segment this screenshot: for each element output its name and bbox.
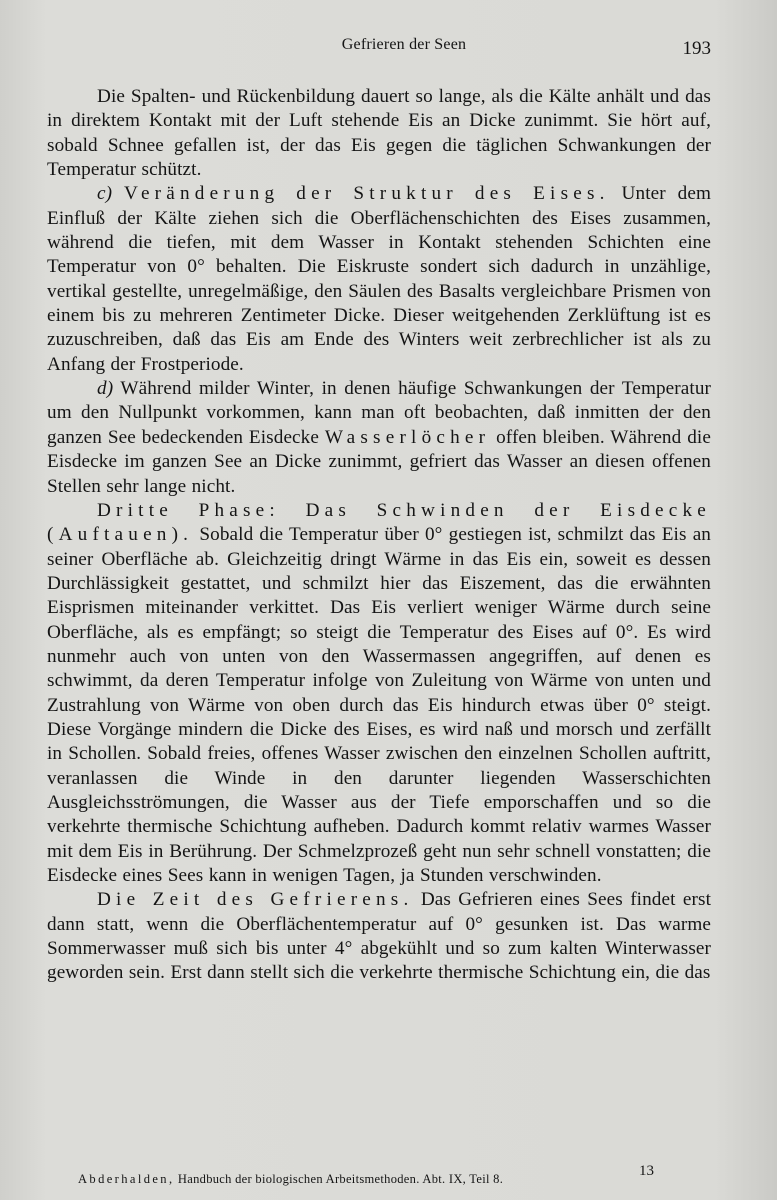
section-heading-freezing-time: Die Zeit des Gefrierens. xyxy=(97,889,414,911)
item-marker-d: d) xyxy=(97,378,114,400)
page-number: 193 xyxy=(682,38,711,59)
footer-author: Abderhalden, xyxy=(78,1172,175,1186)
item-marker-c: c) xyxy=(97,183,113,205)
footer-book-title: Handbuch der biologischen Arbeitsmethoden. Abt. IX, Teil 8. xyxy=(177,1172,504,1186)
paragraph-thawing xyxy=(47,499,711,889)
page-header xyxy=(47,36,711,60)
paragraph-text: Sobald die Temperatur über 0° gestiegen ist, schmilzt das Eis an seiner Oberfläche ab. Gleichzeitig dringt Wärme in das Eis ein, soweit es dessen Durchlässigkeit gestattet, und schmilzt hier das Eiszement, das die erwähnten Eisprismen miteinander verkittet. Das Eis verliert weniger Wärme durch seine Oberfläche, als es empfängt; so steigt die Temperatur des Eises auf 0°. Es wird nunmehr auch von unten von den Wassermassen angegriffen, auf denen es schwimmt, da deren Temperatur infolge von Zuleitung von Wärme von unten und Zustrahlung von Wärme von oben durch das Eis hindurch etwas über 0° steigt. Diese Vorgänge mindern die Dicke des Eises, es wird naß und morsch und zerfällt in Schollen. Sobald freies, offenes Wasser zwischen den einzelnen Schollen auftritt, veranlassen die Winde in den darunter liegenden Wasserschichten Ausgleichsströmungen, die Wasser aus der Tiefe emporschaffen und so die verkehrte thermische Schichtung aufheben. Dadurch kommt relativ warmes Wasser mit dem Eis in Berührung. Der Schmelzprozeß geht nun sehr schnell vonstatten; die Eisdecke eines Sees kann in wenigen Tagen, ja Stunden verschwinden. xyxy=(47,524,712,886)
spaced-term-wasserloecher: Wasserlöcher xyxy=(324,426,491,448)
paragraph-ice-structure xyxy=(47,182,711,377)
running-title: Gefrieren der Seen xyxy=(341,36,467,53)
body-text xyxy=(47,85,711,986)
paragraph-text: Unter dem Einfluß der Kälte ziehen sich die Oberflächenschichten des Eises zusammen, während die tiefen, mit dem Wasser in Kontakt stehenden Schichten eine Temperatur von 0° behalten. Die Eiskruste sondert sich dadurch in unzählige, vertikal gestellte, unregelmäßige, den Säulen des Basalts vergleichbare Prismen von einem bis zu mehreren Zentimeter Dicke. Dieser weitgehenden Zerklüftung ist es zuzuschreiben, daß das Eis am Ende des Winters weit zerbrechlicher ist als zu Anfang der Frostperiode. xyxy=(47,183,711,375)
paragraph-text: offen bleiben. Während die Eisdecke im ganzen See an Dicke zunimmt, gefriert das Wasser an diesen offenen Stellen sehr lange nicht. xyxy=(47,426,711,497)
paragraph-freezing-time xyxy=(47,888,711,985)
paragraph-text: Während milder Winter, in denen häufige Schwankungen der Temperatur um den Nullpunkt vorkommen, kann man oft beobachten, daß inmitten der den ganzen See bedeckenden Eisdecke xyxy=(47,378,711,448)
section-heading-third-phase: Dritte Phase: Das Schwinden der Eisdecke (Auftauen). xyxy=(47,499,711,546)
footer-citation xyxy=(78,1172,503,1187)
paragraph-text: Die Spalten- und Rückenbildung dauert so lange, als die Kälte anhält und das in direktem Kontakt mit der Luft stehende Eis an Dicke zunimmt. Sie hört auf, sobald Schnee gefallen ist, der das Eis gegen die täglichen Schwankungen der Temperatur schützt. xyxy=(47,86,711,181)
paragraph-water-holes xyxy=(47,377,711,499)
paragraph-text: Das Gefrieren eines Sees findet erst dann statt, wenn die Oberflächentemperatur auf 0° gesunken ist. Das warme Sommerwasser muß sich bis unter 4° abgekühlt und so zum kalten Winterwasser geworden sein. Erst dann stellt sich die verkehrte thermische Schichtung ein, die das xyxy=(47,889,711,984)
signature-mark: 13 xyxy=(639,1163,654,1179)
page-footer xyxy=(78,1163,690,1188)
section-heading-ice-structure: Veränderung der Struktur des Eises. xyxy=(124,183,610,205)
paragraph-ridge-formation xyxy=(47,85,711,182)
